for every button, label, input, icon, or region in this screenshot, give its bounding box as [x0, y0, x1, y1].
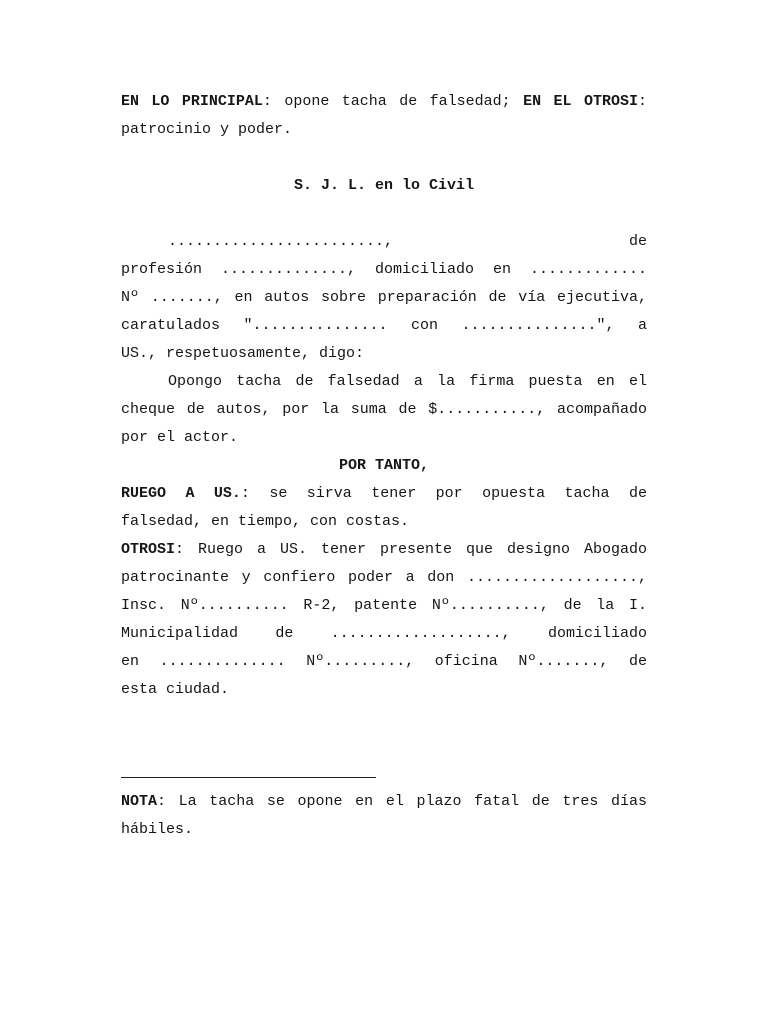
heading-line-1	[121, 88, 647, 116]
otrosi-text: : Ruego a US. tener presente que designo Abogado	[175, 541, 647, 558]
objection-line-2: cheque de autos, por la suma de $..........., acompañado	[121, 401, 647, 418]
appearance-line-5: US., respetuosamente, digo:	[121, 345, 365, 362]
appearance-line-3: Nº ......., en autos sobre preparación de vía ejecutiva,	[121, 289, 647, 306]
objection-line-1: Opongo tacha de falsedad a la firma puesta en el	[168, 373, 647, 390]
blank-line	[121, 200, 647, 228]
otrosi-line-3: Insc. Nº.......... R-2, patente Nº.........., de la I.	[121, 597, 647, 614]
note-text: : La tacha se opone en el plazo fatal de tres días	[157, 793, 647, 810]
separator-row	[121, 760, 647, 788]
note-separator	[121, 777, 376, 778]
otrosi-line-1	[121, 536, 647, 564]
blank-line	[121, 704, 647, 732]
blank-line	[121, 144, 647, 172]
court-line	[121, 172, 647, 200]
appearance-line-2: profesión .............., domiciliado en .............	[121, 261, 647, 278]
otrosi-line-4: Municipalidad de ..................., domiciliado	[121, 625, 647, 642]
otrosi-heading-colon: :	[637, 93, 647, 110]
otrosi-heading-label: EN EL OTROSI	[523, 93, 638, 110]
conclusion-title: POR TANTO,	[338, 457, 429, 474]
otrosi-line-2: patrocinante y confiero poder a don ...................,	[121, 569, 647, 586]
court-title: S. J. L. en lo Civil	[293, 177, 475, 194]
otrosi-line-6: esta ciudad.	[121, 681, 230, 698]
request-line-2: falsedad, en tiempo, con costas.	[121, 513, 410, 530]
document-page	[121, 88, 647, 844]
otrosi-line-5: en .............. Nº........., oficina Nº......., de	[121, 653, 647, 670]
otrosi-label: OTROSI	[121, 541, 176, 558]
request-text: : se sirva tener por opuesta tacha de	[240, 485, 647, 502]
principal-text: : opone tacha de falsedad;	[262, 93, 511, 110]
note-line-1	[121, 788, 647, 816]
objection-line-3: por el actor.	[121, 429, 239, 446]
request-label: RUEGO A US.	[121, 485, 241, 502]
conclusion-line	[121, 452, 647, 480]
appearance-line-1: ........................, de	[168, 233, 647, 250]
note-label: NOTA	[121, 793, 158, 810]
appearance-line-4: caratulados "............... con ...............", a	[121, 317, 647, 334]
principal-label: EN LO PRINCIPAL	[121, 93, 263, 110]
heading-line-2: patrocinio y poder.	[121, 121, 293, 138]
blank-line	[121, 732, 647, 760]
note-line-2: hábiles.	[121, 821, 194, 838]
request-line-1	[121, 480, 647, 508]
